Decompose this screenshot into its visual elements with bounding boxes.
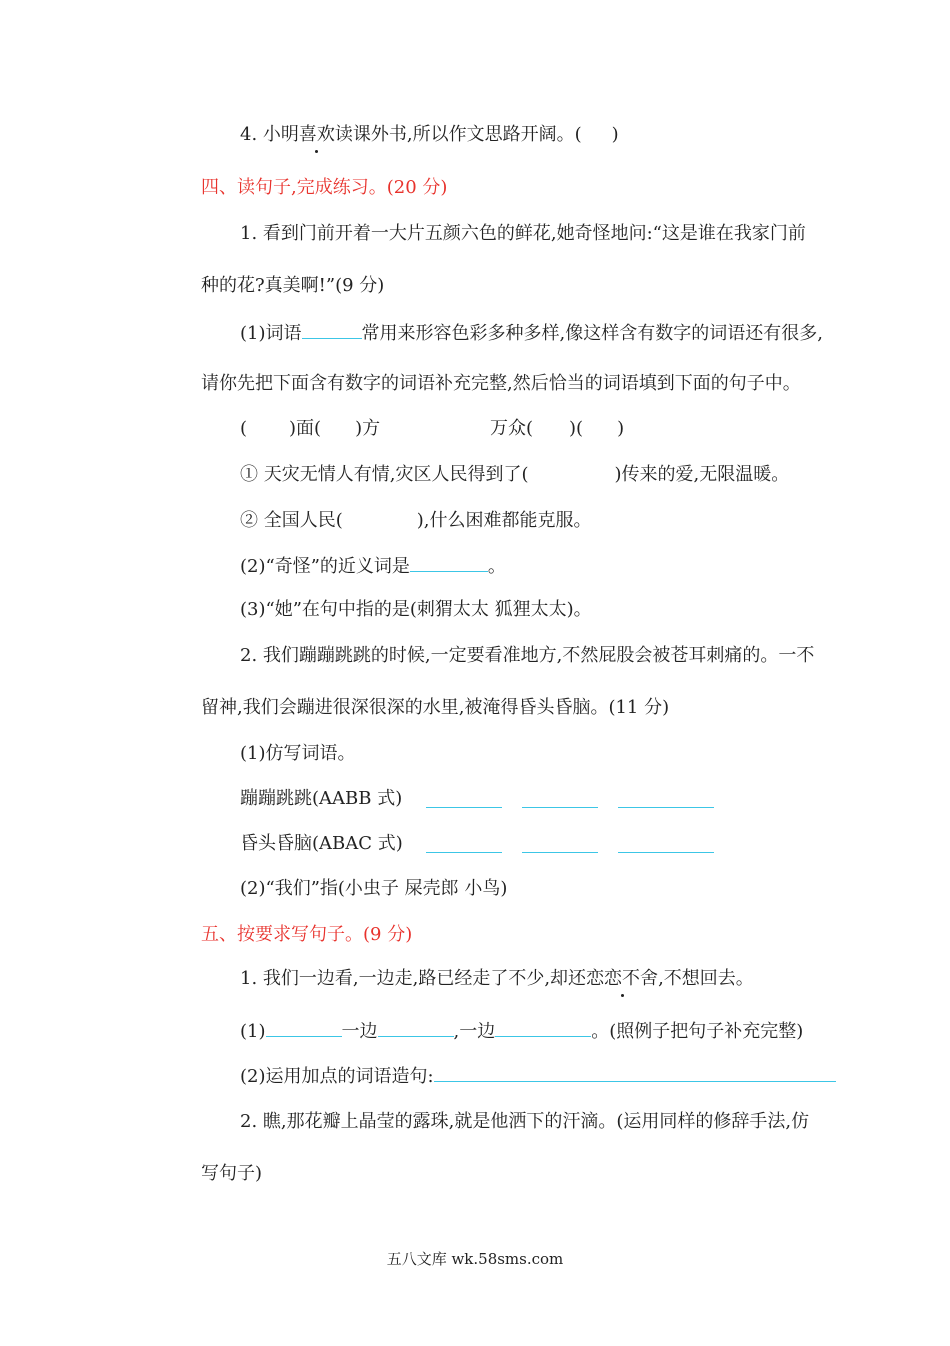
s5-q2-line1: 2. 瞧,那花瓣上晶莹的露珠,就是他洒下的汗滴。(运用同样的修辞手法,仿	[240, 1111, 810, 1132]
footer-watermark: 五八文库 wk.58sms.com	[386, 1250, 564, 1268]
s4-q2-part1: (1)仿写词语。	[240, 743, 356, 764]
answer-blank[interactable]	[266, 1018, 342, 1037]
answer-blank[interactable]	[434, 1063, 836, 1082]
s5-q1-line: 1. 我们一边看,一边走,路已经走了不少,却还恋恋不舍,不想回去。	[240, 968, 754, 989]
s4-q1-line2: 种的花?真美啊!”(9 分)	[201, 275, 385, 296]
section-5-title: 五、按要求写句子。(9 分)	[201, 924, 413, 945]
s4-q1-part1: (1)词语 常用来形容色彩多种多样,像这样含有数字的词语还有很多,	[240, 320, 823, 346]
s4-q2-line2: 留神,我们会蹦进很深很深的水里,被淹得昏头昏脑。(11 分)	[201, 697, 670, 718]
answer-blank[interactable]	[426, 789, 502, 808]
answer-blank[interactable]	[426, 834, 502, 853]
answer-blank[interactable]	[495, 1018, 591, 1037]
answer-blank[interactable]	[302, 320, 362, 339]
choice-sentence-2: ② 全国人民( ),什么困难都能克服。	[240, 510, 592, 531]
answer-blank[interactable]	[378, 1018, 454, 1037]
choice-sentence-1: ① 天灾无情人有情,灾区人民得到了( )传来的爱,无限温暖。	[240, 464, 790, 485]
s4-q2-line1: 2. 我们蹦蹦跳跳的时候,一定要看准地方,不然屁股会被苍耳刺痛的。一不	[240, 645, 815, 666]
idiom-2: 万众( )( )	[490, 418, 625, 439]
dotted-word: 喜欢	[298, 124, 335, 145]
word-pattern-aabb: 蹦蹦跳跳(AABB 式)	[240, 788, 403, 809]
s5-q1-part2: (2)运用加点的词语造句:	[240, 1063, 836, 1089]
s4-q1-part1-line2: 请你先把下面含有数字的词语补充完整,然后恰当的词语填到下面的句子中。	[201, 373, 801, 394]
question-3-4: 4. 小明喜欢读课外书,所以作文思路开阔。( )	[240, 124, 619, 145]
idiom-1: ( )面( )方	[240, 418, 381, 439]
s4-q1-line1: 1. 看到门前开着一大片五颜六色的鲜花,她奇怪地问:“这是谁在我家门前	[240, 223, 806, 244]
answer-blank[interactable]	[410, 553, 488, 572]
answer-blank[interactable]	[618, 789, 714, 808]
dotted-word: 恋恋不舍	[586, 968, 659, 989]
section-4-title: 四、读句子,完成练习。(20 分)	[201, 177, 448, 198]
word-pattern-abac: 昏头昏脑(ABAC 式)	[240, 833, 403, 854]
s5-q1-part1: (1) 一边 ,一边 。(照例子把句子补充完整)	[240, 1018, 803, 1044]
s5-q2-line2: 写句子)	[201, 1163, 263, 1184]
answer-blank[interactable]	[618, 834, 714, 853]
s4-q1-part2: (2)“奇怪”的近义词是 。	[240, 553, 506, 579]
answer-blank[interactable]	[522, 789, 598, 808]
answer-blank[interactable]	[522, 834, 598, 853]
s4-q1-part3: (3)“她”在句中指的是(刺猬太太 狐狸太太)。	[240, 599, 592, 620]
s4-q2-part2: (2)“我们”指(小虫子 屎壳郎 小鸟)	[240, 878, 508, 899]
